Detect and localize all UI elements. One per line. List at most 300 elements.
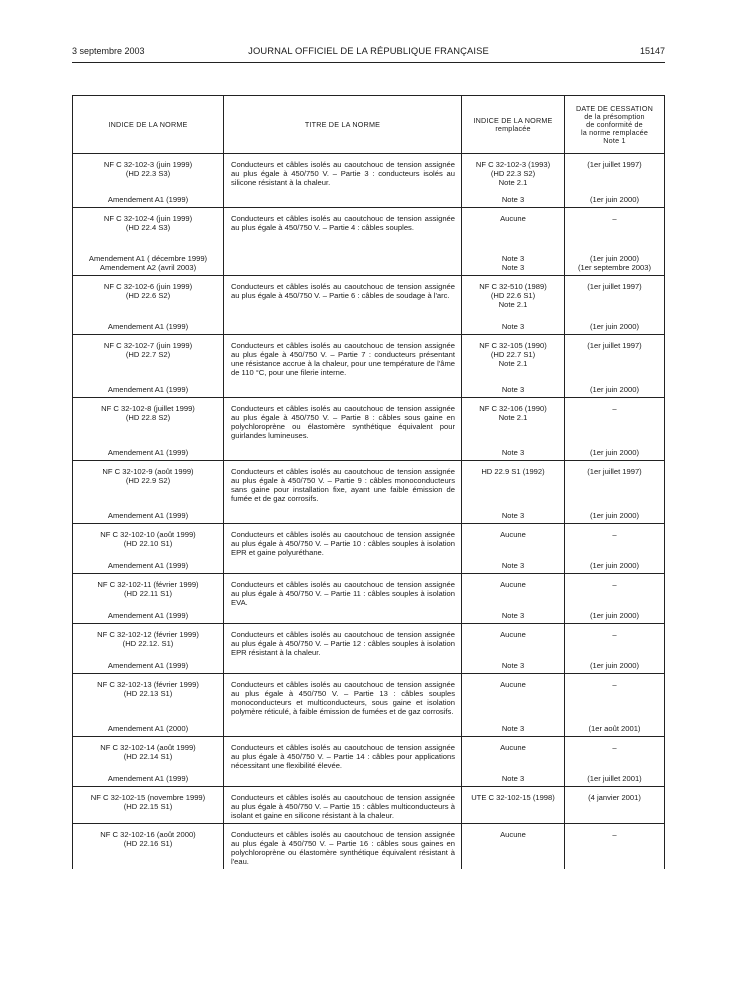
- cessation-date: –: [612, 404, 617, 413]
- norm-index-line: (HD 22.16 S1): [123, 839, 173, 848]
- norm-title-cell: [224, 787, 462, 824]
- norm-index-line: NF C 32-102-15 (novembre 1999): [90, 793, 206, 802]
- table-row: [73, 624, 665, 674]
- cessation-date-content: [565, 674, 664, 736]
- replaced-norm-main: [468, 282, 558, 309]
- column-header-index: [73, 96, 224, 154]
- replaced-norm-cell: [462, 574, 565, 624]
- replaced-norm-line: (HD 22.3 S2): [490, 169, 536, 178]
- norm-index-line: NF C 32-102-6 (juin 1999): [103, 282, 193, 291]
- norm-title-content: [224, 674, 461, 719]
- column-header-date-line: de conformité de: [586, 119, 643, 129]
- norm-index-line: NF C 32-102-7 (juin 1999): [103, 341, 193, 350]
- replaced-norm-line: Aucune: [500, 830, 526, 839]
- norm-title: Conducteurs et câbles isolés au caoutchouc de tension assignée au plus égale à 450/750 V. – Partie 12 : câbles souples à isolation EPR résistant à la chaleur.: [231, 630, 455, 657]
- amendment-label: Amendement A1 (1999): [107, 611, 189, 620]
- replaced-norm-line: UTE C 32-102-15 (1998): [471, 793, 555, 802]
- replaced-norm-line: Aucune: [500, 214, 526, 223]
- table-row: [73, 674, 665, 737]
- cessation-date-cell: [565, 208, 665, 276]
- page-header: [72, 44, 665, 58]
- row-spacer: [79, 598, 217, 611]
- cessation-date-content: [565, 787, 664, 823]
- table-row: [73, 787, 665, 824]
- replaced-norm-main: [468, 467, 558, 503]
- amendment-date: (1er juin 2000): [590, 195, 639, 204]
- replaced-norm-cell: [462, 154, 565, 208]
- norm-title-content: [224, 208, 461, 235]
- norm-index-line: (HD 22.3 S3): [125, 169, 171, 178]
- norm-index-content: [73, 335, 223, 397]
- norm-title-content: [224, 624, 461, 660]
- cessation-date-cell: [565, 276, 665, 335]
- cessation-date-content: [565, 398, 664, 460]
- norm-index-line: (HD 22.4 S3): [125, 223, 171, 232]
- cessation-date-main: [571, 341, 658, 377]
- amendment-date: (1er juillet 2001): [587, 774, 642, 783]
- norm-index-cell: [73, 276, 224, 335]
- norm-title-cell: [224, 398, 462, 461]
- amendment-date: (1er juin 2000): [590, 385, 639, 394]
- norm-title: Conducteurs et câbles isolés au caoutchouc de tension assignée au plus égale à 450/750 V. – Partie 6 : câbles de soudage à l'arc.: [231, 282, 455, 300]
- replaced-norm-main: [468, 680, 558, 716]
- column-header-replaced-line: remplacée: [495, 123, 531, 133]
- column-header-index-label: INDICE DE LA NORME: [108, 119, 188, 129]
- norm-index-main: [79, 404, 217, 440]
- cessation-date-content: [565, 824, 664, 860]
- norm-index-line: NF C 32-102-12 (février 1999): [97, 630, 199, 639]
- amendment-label: Amendement A1 (1999): [107, 195, 189, 204]
- norm-title: Conducteurs et câbles isolés au caoutchouc de tension assignée au plus égale à 450/750 V. – Partie 13 : câbles souples monoconducteurs et multiconducteurs, sous gaine et isolation polymère réticulé, à faible émission de fumées et de gaz corrosifs.: [231, 680, 455, 716]
- replaced-norm-main: [468, 743, 558, 761]
- header-rule: [72, 62, 665, 63]
- table-row: [73, 398, 665, 461]
- norm-index-content: [73, 524, 223, 573]
- norm-index-line: (HD 22.15 S1): [123, 802, 173, 811]
- norm-title-content: [224, 154, 461, 190]
- norm-title-cell: [224, 461, 462, 524]
- amendment-label: Amendement A1 (1999): [107, 322, 189, 331]
- row-spacer: [571, 440, 658, 448]
- norm-index-main: [79, 214, 217, 241]
- row-spacer: [79, 187, 217, 195]
- cessation-date: –: [612, 530, 617, 539]
- cessation-date-cell: [565, 398, 665, 461]
- row-spacer: [571, 548, 658, 561]
- norm-title-cell: [224, 674, 462, 737]
- cessation-date-content: [565, 574, 664, 623]
- replaced-norm-line: Note 2.1: [498, 178, 528, 187]
- norm-title: Conducteurs et câbles isolés au caoutchouc de tension assignée au plus égale à 450/750 V. – Partie 16 : câbles sous gaines en polychloroprène ou élastomère synthétique équivalent résistant à l'eau.: [231, 830, 455, 866]
- norm-index-content: [73, 398, 223, 460]
- replaced-norm-content: [462, 524, 564, 573]
- amendment-label: Amendement A1 (1999): [107, 448, 189, 457]
- amendment-date: (1er juin 2000): [590, 322, 639, 331]
- norm-title-content: [224, 824, 461, 869]
- amendment-replaced: Note 3: [501, 322, 525, 331]
- row-spacer: [468, 309, 558, 322]
- norm-title-content: [224, 398, 461, 443]
- cessation-date: (1er juillet 1997): [587, 341, 642, 350]
- norm-index-cell: [73, 674, 224, 737]
- replaced-norm-content: [462, 335, 564, 397]
- replaced-norm-line: NF C 32-102-3 (1993): [475, 160, 551, 169]
- norm-title-content: [224, 524, 461, 560]
- replaced-norm-line: (HD 22.7 S1): [490, 350, 536, 359]
- table-row: [73, 524, 665, 574]
- row-spacer: [571, 503, 658, 511]
- replaced-norm-line: Aucune: [500, 530, 526, 539]
- replaced-norm-line: Aucune: [500, 580, 526, 589]
- norm-index-main: [79, 830, 217, 857]
- norm-index-main: [79, 282, 217, 309]
- replaced-norm-cell: [462, 208, 565, 276]
- cessation-date-content: [565, 154, 664, 207]
- norm-title-content: [224, 787, 461, 823]
- norm-index-line: (HD 22.6 S2): [125, 291, 171, 300]
- cessation-date-content: [565, 208, 664, 275]
- replaced-norm-content: [462, 824, 564, 860]
- amendment-label: Amendement A1 (2000): [107, 724, 189, 733]
- table-row: [73, 461, 665, 524]
- replaced-norm-main: [468, 630, 558, 648]
- norm-index-content: [73, 824, 223, 860]
- replaced-norm-main: [468, 793, 558, 820]
- norm-index-main: [79, 743, 217, 761]
- norm-title-cell: [224, 276, 462, 335]
- amendment-replaced: Note 3: [501, 263, 525, 272]
- norm-index-content: [73, 737, 223, 786]
- replaced-norm-line: NF C 32-105 (1990): [479, 341, 547, 350]
- norm-title: Conducteurs et câbles isolés au caoutchouc de tension assignée au plus égale à 450/750 V. – Partie 15 : câbles multiconducteurs à isolant et gaine en silicone résistant à la chaleur.: [231, 793, 455, 820]
- row-spacer: [468, 598, 558, 611]
- replaced-norm-line: Note 2.1: [498, 300, 528, 309]
- cessation-date: –: [612, 630, 617, 639]
- amendment-date: (1er juin 2000): [590, 561, 639, 570]
- norm-index-line: (HD 22.13 S1): [123, 689, 173, 698]
- norm-index-content: [73, 674, 223, 736]
- cessation-date-content: [565, 461, 664, 523]
- cessation-date-cell: [565, 461, 665, 524]
- replaced-norm-cell: [462, 276, 565, 335]
- row-spacer: [468, 548, 558, 561]
- norm-title-cell: [224, 624, 462, 674]
- cessation-date: (1er juillet 1997): [587, 160, 642, 169]
- amendment-date: (1er juin 2000): [590, 511, 639, 520]
- norm-index-line: NF C 32-102-10 (août 1999): [100, 530, 196, 539]
- amendment-date: (1er septembre 2003): [577, 263, 652, 272]
- replaced-norm-content: [462, 461, 564, 523]
- cessation-date-main: [571, 793, 658, 820]
- replaced-norm-content: [462, 737, 564, 786]
- column-header-date-line: Note 1: [603, 135, 626, 145]
- replaced-norm-content: [462, 624, 564, 673]
- norm-title-cell: [224, 154, 462, 208]
- norm-index-main: [79, 793, 217, 820]
- cessation-date-cell: [565, 524, 665, 574]
- amendment-date: (1er août 2001): [588, 724, 641, 733]
- norm-index-line: NF C 32-102-8 (juillet 1999): [101, 404, 195, 413]
- cessation-date-main: [571, 680, 658, 716]
- column-header-title: [224, 96, 462, 154]
- norm-title: Conducteurs et câbles isolés au caoutchouc de tension assignée au plus égale à 450/750 V. – Partie 11 : câbles souples à isolation EVA.: [231, 580, 455, 607]
- amendment-label: Amendement A2 (avril 2003): [99, 263, 197, 272]
- amendment-label: Amendement A1 (1999): [107, 774, 189, 783]
- amendment-date: (1er juin 2000): [590, 611, 639, 620]
- table-row: [73, 335, 665, 398]
- cessation-date-content: [565, 335, 664, 397]
- norm-index-line: NF C 32-102-3 (juin 1999): [103, 160, 193, 169]
- cessation-date-content: [565, 624, 664, 673]
- table-row: [73, 208, 665, 276]
- amendment-label: Amendement A1 (1999): [107, 511, 189, 520]
- norm-index-line: (HD 22.7 S2): [125, 350, 171, 359]
- row-spacer: [571, 187, 658, 195]
- norm-title-cell: [224, 208, 462, 276]
- table-body: [73, 154, 665, 870]
- replaced-norm-main: [468, 580, 558, 598]
- cessation-date-main: [571, 830, 658, 857]
- replaced-norm-cell: [462, 737, 565, 787]
- norm-index-content: [73, 787, 223, 823]
- norm-title-cell: [224, 737, 462, 787]
- replaced-norm-line: NF C 32-510 (1989): [479, 282, 547, 291]
- norm-index-content: [73, 208, 223, 275]
- cessation-date-cell: [565, 574, 665, 624]
- norm-index-cell: [73, 208, 224, 276]
- row-spacer: [79, 548, 217, 561]
- cessation-date-main: [571, 743, 658, 761]
- row-spacer: [468, 440, 558, 448]
- cessation-date: –: [612, 830, 617, 839]
- cessation-date-cell: [565, 335, 665, 398]
- amendment-replaced: Note 3: [501, 448, 525, 457]
- norm-index-cell: [73, 737, 224, 787]
- amendment-date: (1er juin 2000): [590, 254, 639, 263]
- replaced-norm-main: [468, 341, 558, 377]
- cessation-date-main: [571, 530, 658, 548]
- norm-title-content: [224, 574, 461, 610]
- row-spacer: [79, 440, 217, 448]
- cessation-date: (1er juillet 1997): [587, 467, 642, 476]
- replaced-norm-content: [462, 154, 564, 207]
- cessation-date-main: [571, 160, 658, 187]
- row-spacer: [79, 648, 217, 661]
- amendment-label: Amendement A1 (1999): [107, 661, 189, 670]
- norm-index-cell: [73, 824, 224, 870]
- norm-index-main: [79, 580, 217, 598]
- column-header-replaced-line: INDICE DE LA NORME: [473, 115, 553, 125]
- norm-title-content: [224, 737, 461, 773]
- cessation-date-main: [571, 404, 658, 440]
- norm-index-line: (HD 22.14 S1): [123, 752, 173, 761]
- norm-index-line: (HD 22.11 S1): [124, 589, 172, 598]
- replaced-norm-cell: [462, 461, 565, 524]
- norm-index-content: [73, 624, 223, 673]
- row-spacer: [571, 377, 658, 385]
- norm-title-content: [224, 276, 461, 303]
- amendment-replaced: Note 3: [501, 511, 525, 520]
- replaced-norm-cell: [462, 524, 565, 574]
- norm-index-line: NF C 32-102-11 (février 1999): [97, 580, 199, 589]
- norm-index-main: [79, 530, 217, 548]
- amendment-label: Amendement A1 (1999): [107, 385, 189, 394]
- table-row: [73, 574, 665, 624]
- norm-index-line: (HD 22.10 S1): [123, 539, 173, 548]
- norm-index-line: (HD 22.9 S2): [125, 476, 171, 485]
- table-row: [73, 276, 665, 335]
- replaced-norm-main: [468, 214, 558, 241]
- row-spacer: [571, 648, 658, 661]
- amendment-date: (1er juin 2000): [590, 448, 639, 457]
- replaced-norm-cell: [462, 398, 565, 461]
- replaced-norm-main: [468, 404, 558, 440]
- replaced-norm-cell: [462, 335, 565, 398]
- norm-title: Conducteurs et câbles isolés au caoutchouc de tension assignée au plus égale à 450/750 V. – Partie 4 : câbles souples.: [231, 214, 455, 232]
- norm-index-cell: [73, 154, 224, 208]
- norm-index-cell: [73, 398, 224, 461]
- norm-index-cell: [73, 335, 224, 398]
- amendment-replaced: Note 3: [501, 195, 525, 204]
- row-spacer: [468, 377, 558, 385]
- replaced-norm-cell: [462, 624, 565, 674]
- table-row: [73, 737, 665, 787]
- table-row: [73, 824, 665, 870]
- cessation-date-cell: [565, 154, 665, 208]
- column-header-date-line: de la présomption: [584, 111, 645, 121]
- norm-title: Conducteurs et câbles isolés au caoutchouc de tension assignée au plus égale à 450/750 V. – Partie 7 : conducteurs présentant une résistance accrue à la chaleur, pour une température de l'âme de 110 °C, pour une filerie interne.: [231, 341, 455, 377]
- cessation-date: –: [612, 743, 617, 752]
- norm-index-main: [79, 467, 217, 503]
- norm-title: Conducteurs et câbles isolés au caoutchouc de tension assignée au plus égale à 450/750 V. – Partie 8 : câbles sous gaine en polychloroprène ou élastomère synthétique équivalent pour guirlandes lumineuses.: [231, 404, 455, 440]
- replaced-norm-main: [468, 830, 558, 857]
- norm-index-cell: [73, 574, 224, 624]
- replaced-norm-main: [468, 160, 558, 187]
- amendment-replaced: Note 3: [501, 774, 525, 783]
- norm-index-main: [79, 630, 217, 648]
- cessation-date-main: [571, 282, 658, 309]
- cessation-date-main: [571, 580, 658, 598]
- table-row: [73, 154, 665, 208]
- amendment-label: Amendement A1 ( décembre 1999): [88, 254, 208, 263]
- replaced-norm-content: [462, 674, 564, 736]
- norm-index-line: NF C 32-102-16 (août 2000): [100, 830, 196, 839]
- amendment-replaced: Note 3: [501, 661, 525, 670]
- replaced-norm-line: NF C 32-106 (1990): [479, 404, 547, 413]
- amendment-replaced: Note 3: [501, 611, 525, 620]
- amendment-replaced: Note 3: [501, 254, 525, 263]
- table-header-row: [73, 96, 665, 154]
- cessation-date-cell: [565, 674, 665, 737]
- amendment-replaced: Note 3: [501, 385, 525, 394]
- row-spacer: [571, 761, 658, 774]
- replaced-norm-cell: [462, 824, 565, 870]
- amendment-label: Amendement A1 (1999): [107, 561, 189, 570]
- replaced-norm-main: [468, 530, 558, 548]
- replaced-norm-content: [462, 398, 564, 460]
- replaced-norm-cell: [462, 787, 565, 824]
- norm-index-line: NF C 32-102-14 (août 1999): [100, 743, 196, 752]
- row-spacer: [571, 598, 658, 611]
- norm-title-content: [224, 461, 461, 506]
- replaced-norm-cell: [462, 674, 565, 737]
- cessation-date: –: [612, 580, 617, 589]
- row-spacer: [468, 761, 558, 774]
- row-spacer: [79, 377, 217, 385]
- norm-title-cell: [224, 574, 462, 624]
- row-spacer: [468, 187, 558, 195]
- replaced-norm-line: Aucune: [500, 743, 526, 752]
- norm-index-line: NF C 32-102-4 (juin 1999): [103, 214, 193, 223]
- cessation-date-cell: [565, 824, 665, 870]
- row-spacer: [79, 716, 217, 724]
- norm-index-line: (HD 22.12. S1): [122, 639, 174, 648]
- norm-index-cell: [73, 787, 224, 824]
- cessation-date-main: [571, 214, 658, 241]
- norm-index-line: NF C 32-102-9 (août 1999): [102, 467, 194, 476]
- norm-index-content: [73, 461, 223, 523]
- norm-index-content: [73, 276, 223, 334]
- replaced-norm-content: [462, 208, 564, 275]
- amendment-replaced: Note 3: [501, 561, 525, 570]
- norm-title: Conducteurs et câbles isolés au caoutchouc de tension assignée au plus égale à 450/750 V. – Partie 9 : câbles monoconducteurs sans gaine pour installation fixe, ayant une faible émission de fumée et de gaz corrosifs.: [231, 467, 455, 503]
- norm-index-main: [79, 680, 217, 716]
- cessation-date-content: [565, 276, 664, 334]
- cessation-date: –: [612, 680, 617, 689]
- header-page-number: 15147: [639, 46, 665, 56]
- replaced-norm-line: Note 2.1: [498, 359, 528, 368]
- norm-index-main: [79, 160, 217, 187]
- column-header-date-line: la norme remplacée: [580, 127, 649, 137]
- replaced-norm-content: [462, 787, 564, 823]
- norm-title-cell: [224, 524, 462, 574]
- cessation-date-cell: [565, 624, 665, 674]
- row-spacer: [79, 309, 217, 322]
- norm-index-content: [73, 154, 223, 207]
- row-spacer: [468, 241, 558, 254]
- cessation-date-main: [571, 467, 658, 503]
- replaced-norm-line: HD 22.9 S1 (1992): [481, 467, 545, 476]
- row-spacer: [79, 503, 217, 511]
- norm-title-content: [224, 335, 461, 380]
- cessation-date-cell: [565, 737, 665, 787]
- cessation-date-content: [565, 524, 664, 573]
- row-spacer: [468, 648, 558, 661]
- row-spacer: [79, 761, 217, 774]
- cessation-date-main: [571, 630, 658, 648]
- cessation-date: (1er juillet 1997): [587, 282, 642, 291]
- norm-index-cell: [73, 624, 224, 674]
- cessation-date: (4 janvier 2001): [588, 793, 641, 802]
- norm-title: Conducteurs et câbles isolés au caoutchouc de tension assignée au plus égale à 450/750 V. – Partie 14 : câbles pour applications nécessitant une flexibilité élevée.: [231, 743, 455, 770]
- row-spacer: [571, 241, 658, 254]
- replaced-norm-content: [462, 276, 564, 334]
- header-journal-title: JOURNAL OFFICIEL DE LA RÉPUBLIQUE FRANÇAISE: [248, 45, 489, 56]
- row-spacer: [571, 309, 658, 322]
- replaced-norm-line: Aucune: [500, 680, 526, 689]
- column-header-cessation-date: [565, 96, 665, 154]
- cessation-date-cell: [565, 787, 665, 824]
- replaced-norm-line: Aucune: [500, 630, 526, 639]
- norm-title-cell: [224, 824, 462, 870]
- norm-index-line: (HD 22.8 S2): [125, 413, 171, 422]
- header-date: 3 septembre 2003: [72, 46, 145, 56]
- norm-index-content: [73, 574, 223, 623]
- row-spacer: [468, 716, 558, 724]
- norm-title-cell: [224, 335, 462, 398]
- row-spacer: [468, 503, 558, 511]
- replaced-norm-line: (HD 22.6 S1): [490, 291, 536, 300]
